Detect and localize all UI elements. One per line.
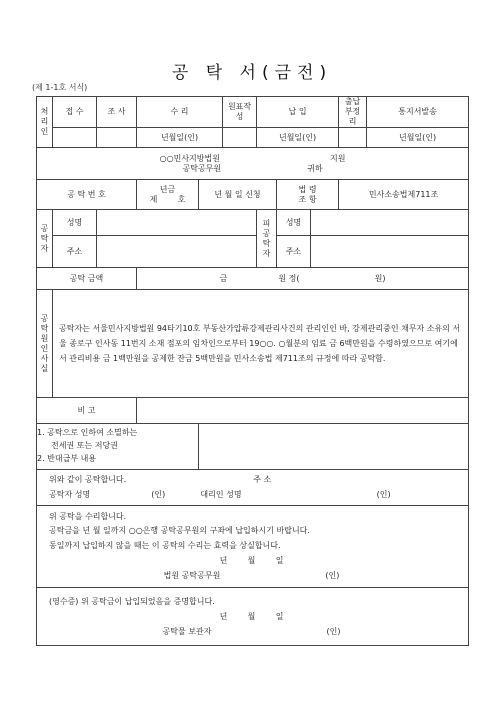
items-row (37, 424, 469, 470)
court-addressee (37, 148, 469, 180)
acceptance-line-1: 위 공탁을 수리합니다. (49, 511, 127, 521)
keeper-label: 공탁물 보관자 (162, 627, 212, 637)
header-investigation: 조 사 (97, 97, 137, 128)
agent-sign-label: 대리인 성명 (200, 489, 242, 499)
declaration-block (37, 470, 469, 506)
investigation-date-cell[interactable] (97, 128, 137, 148)
header-ledger: 원표작성 (223, 97, 257, 128)
declaration-text: 위와 같이 공탁합니다. (49, 475, 127, 485)
depositor-sign-label: 공탁자 성명 (49, 489, 91, 499)
processing-date-row (37, 128, 469, 148)
address-label: 주 소 (253, 475, 272, 485)
items-field[interactable] (199, 424, 469, 470)
receipt-date[interactable]: 년 월 일 (219, 611, 284, 621)
item-one: 1. 공탁으로 인하여 소멸하는 (37, 428, 138, 438)
keeper-seal[interactable]: (인) (326, 627, 341, 637)
deposit-officer: 공탁공무원 (182, 163, 222, 173)
acceptance-date[interactable]: 년 월 일 (219, 555, 284, 565)
cause-text[interactable]: 공탁자는 서울민사지방법원 94타기10호 부동산가압류강제관리사건의 관리인인 바, 강제관리중인 채무자 소유의 서울 종로구 인사동 11번지 소재 점포의 임차인으로부터 19○○. ○월분의 임료 금 6백만원을 수령하였으므로 여기에서 관리비용 금 1백만원을 공제한 잔금 5백만원을 민사소송법 제711조의 규정에 따라 공탁함. (53, 290, 469, 398)
receipt-block (37, 588, 469, 646)
depositee-address-field[interactable] (311, 236, 469, 268)
processing-header-row (37, 97, 469, 128)
amount-row (37, 268, 469, 290)
document-title: 공 탁 서(금전) (171, 63, 333, 83)
header-receipt: 접 수 (53, 97, 97, 128)
processor-label: 처 리 인 (37, 97, 53, 148)
note-field[interactable] (137, 398, 469, 424)
law-label: 법 령 조 항 (277, 180, 339, 210)
depositor-label: 공 탁 자 (37, 210, 53, 268)
court-branch: 지원 (329, 153, 346, 163)
honorific: 귀하 (307, 163, 323, 173)
depositee-name-field[interactable] (311, 210, 469, 236)
depositor-name-field[interactable] (97, 210, 257, 236)
depositee-label: 피 공 탁 자 (257, 210, 277, 268)
cause-row (37, 290, 469, 398)
header-payment: 납 입 (257, 97, 339, 128)
cash-book-date-cell[interactable] (339, 128, 367, 148)
amount-label: 공탁 금액 (37, 268, 137, 290)
court-name: ○○민사지방법원 (159, 153, 220, 163)
party-name-row (37, 210, 469, 236)
deposit-form (36, 96, 469, 646)
receipt-row (37, 588, 469, 646)
deposit-year-number[interactable]: 년금 제 호 (137, 180, 199, 210)
note-label: 비 고 (37, 398, 137, 424)
acceptance-line-2: 공탁금을 년 월 일까지 ○○은행 공탁공무원의 구좌에 납입하시기 바랍니다. (49, 526, 310, 536)
payment-date[interactable]: 년월일(인) (257, 128, 339, 148)
acceptance-block (37, 506, 469, 588)
notice-date[interactable]: 년월일(인) (367, 128, 469, 148)
depositor-address-field[interactable] (97, 236, 257, 268)
depositee-address-label: 주소 (277, 236, 311, 268)
agent-seal[interactable]: (인) (376, 489, 391, 499)
cause-label: 공 탁 원 인 사 실 (37, 290, 53, 398)
ledger-date-cell[interactable] (223, 128, 257, 148)
header-acceptance: 수 리 (137, 97, 223, 128)
depositor-name-label: 성명 (53, 210, 97, 236)
court-officer-label: 법원 공탁공무원 (163, 570, 221, 580)
item-two: 2. 반대급부 내용 (37, 453, 97, 463)
depositor-seal[interactable]: (인) (151, 489, 166, 499)
depositee-name-label: 성명 (277, 210, 311, 236)
form-number: (제 1-1호 서식) (32, 83, 88, 92)
application-date[interactable]: 년 월 일 신청 (199, 180, 277, 210)
deposit-number-row (37, 180, 469, 210)
deposit-number-label: 공 탁 번 호 (37, 180, 137, 210)
header-notice: 통지서발송 (367, 97, 469, 128)
declaration-row (37, 470, 469, 506)
header-cash-book: 출납부정리 (339, 97, 367, 128)
receipt-date-cell[interactable] (53, 128, 97, 148)
item-one-detail: 전세권 또는 저당권 (51, 441, 118, 451)
party-address-row (37, 236, 469, 268)
court-row (37, 148, 469, 180)
note-row (37, 398, 469, 424)
depositor-address-label: 주소 (53, 236, 97, 268)
acceptance-line-3: 동일까지 납입하지 않을 때는 이 공탁의 수리는 효력을 상실합니다. (49, 541, 281, 551)
receipt-text: (영수증) 위 공탁금이 납입되었음을 증명합니다. (49, 596, 215, 606)
amount-value[interactable]: 금 원 정( 원) (137, 268, 469, 290)
law-value[interactable]: 민사소송법제711조 (339, 180, 469, 210)
acceptance-date[interactable]: 년월일(인) (137, 128, 223, 148)
items-label (37, 424, 199, 470)
acceptance-row (37, 506, 469, 588)
court-officer-seal[interactable]: (인) (325, 570, 340, 580)
